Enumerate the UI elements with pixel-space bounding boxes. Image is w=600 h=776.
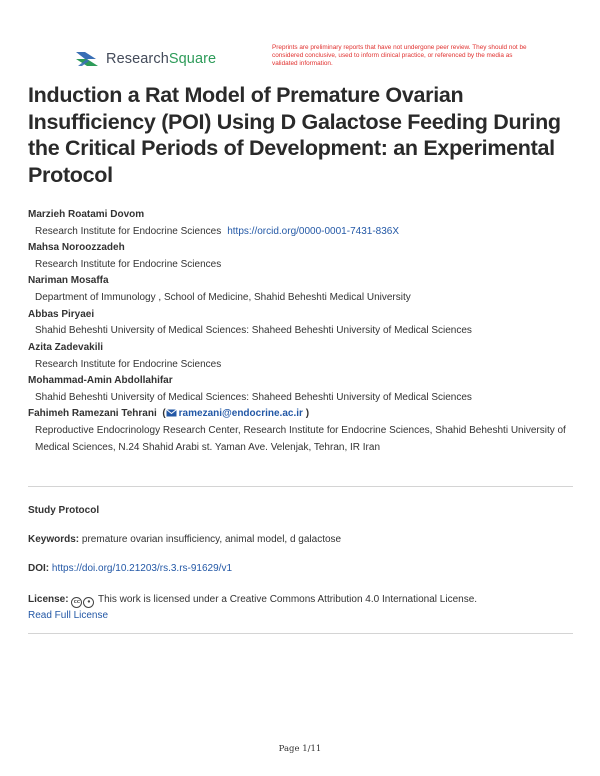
author-name[interactable]: Fahimeh Ramezani Tehrani — [28, 408, 157, 420]
author-name[interactable]: Nariman Mosaffa — [28, 275, 109, 287]
author-affiliation: Research Institute for Endocrine Sciences — [35, 358, 222, 370]
author-affiliation: Shahid Beheshti University of Medical Sciences: Shaheed Beheshti University of Medical Sciences — [35, 391, 472, 403]
doi-label: DOI: — [28, 563, 50, 574]
paper-title: Induction a Rat Model of Premature Ovarian Insufficiency (POI) Using D Galactose Feeding During the Critical Periods of Development: an Experimental Protocol — [28, 83, 561, 187]
author-affiliation: Research Institute for Endocrine Sciences — [35, 259, 222, 270]
license — [28, 592, 573, 624]
orcid-link[interactable]: https://orcid.org/0000-0001-7431-836X — [227, 225, 400, 237]
email-paren-open: ( — [162, 408, 166, 420]
envelope-icon — [166, 409, 177, 417]
author-affiliation: Department of Immunology , School of Medicine, Shahid Beheshti Medical University — [35, 292, 411, 304]
brand-name-part-1: Research — [106, 51, 169, 67]
license-text: This work is licensed under a Creative Commons Attribution 4.0 International License. — [97, 594, 478, 605]
author-entry — [28, 307, 578, 340]
article-type-label: Study Protocol — [28, 505, 100, 516]
author-entry — [28, 340, 578, 373]
author-affiliation — [28, 223, 578, 240]
by-icon: ● — [83, 597, 94, 608]
divider — [28, 486, 573, 487]
author-name[interactable]: Mahsa Noroozzadeh — [28, 242, 125, 254]
email-paren-close: ) — [305, 408, 310, 420]
doi — [28, 561, 573, 577]
license-label: License: — [28, 594, 69, 605]
author-name[interactable]: Azita Zadevakili — [28, 341, 104, 353]
author-affiliation: Reproductive Endocrinology Research Center, Research Institute for Endocrine Sciences, Shahid Beheshti University of Medical Sciences, N.24 Shahid Arabi st. Yaman Ave. Velenjak, Tehran, IR Iran — [35, 425, 566, 454]
corresponding-author — [28, 406, 578, 422]
author-name[interactable]: Abbas Piryaei — [28, 308, 95, 320]
cc-icon: cc — [71, 597, 82, 608]
author-affiliation: Shahid Beheshti University of Medical Sciences: Shaheed Beheshti University of Medical Sciences — [35, 325, 472, 337]
author-entry — [28, 273, 578, 306]
author-name[interactable]: Mohammad-Amin Abdollahifar — [28, 375, 173, 387]
keywords-label: Keywords: — [28, 534, 80, 545]
author-entry — [28, 207, 578, 240]
page-number: Page 1/11 — [278, 744, 322, 754]
email-address: ramezani@endocrine.ac.ir — [178, 408, 303, 420]
brand-name-part-2: Square — [168, 51, 217, 67]
research-square-logo[interactable] — [74, 48, 216, 70]
author-entry — [28, 373, 578, 406]
brand-name — [106, 51, 216, 67]
author-entry — [28, 406, 578, 456]
keywords-value: premature ovarian insufficiency, animal model, d galactose — [81, 534, 342, 545]
preprint-notice: Preprints are preliminary reports that have not undergone peer review. They should not be considered conclusive, used to inform clinical practice, or referenced by the media as validated information. — [272, 44, 527, 68]
divider — [28, 633, 573, 634]
email-link[interactable] — [166, 408, 303, 419]
author-name[interactable]: Marzieh Roatami Dovom — [28, 209, 145, 220]
keywords — [28, 532, 573, 548]
research-square-logo-icon — [74, 50, 100, 68]
affiliation-text: Research Institute for Endocrine Sciences — [35, 225, 222, 237]
author-list — [28, 207, 578, 456]
article-type — [28, 503, 573, 519]
doi-link[interactable]: https://doi.org/10.21203/rs.3.rs-91629/v1 — [51, 563, 233, 574]
author-entry — [28, 240, 578, 273]
read-full-license-link[interactable]: Read Full License — [28, 610, 109, 621]
